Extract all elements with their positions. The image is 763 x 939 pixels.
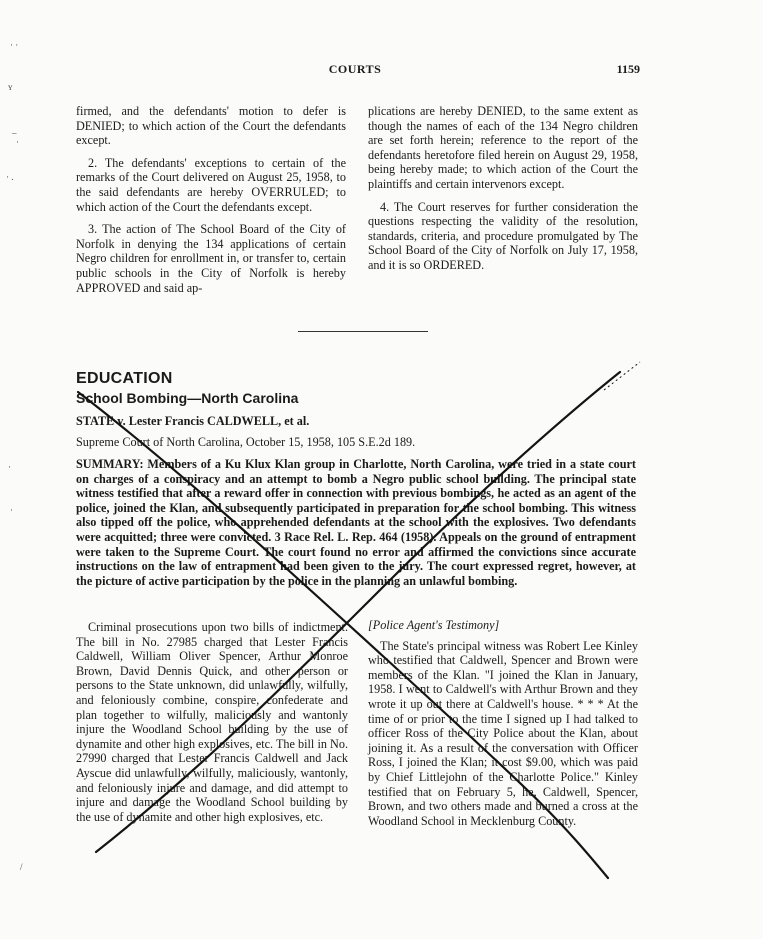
paragraph: 3. The action of The School Board of the City of Norfolk in denying the 134 applications of certain Negro children for enrollment in, or transfer to, certain public schools in the City of Norfolk is hereby APPROVED and said ap- bbox=[76, 222, 346, 295]
education-section bbox=[76, 370, 636, 588]
top-left-column bbox=[76, 104, 346, 303]
running-header-title: COURTS bbox=[328, 62, 382, 76]
bottom-left-column bbox=[76, 620, 348, 832]
section-subtitle: School Bombing—North Carolina bbox=[76, 390, 299, 406]
case-summary: SUMMARY: Members of a Ku Klux Klan group in Charlotte, North Carolina, were tried in a state court on charges of a conspiracy and an attempt to bomb a Negro public school building. The principal state witness testified that after a reward offer in connection with previous bombings, he acted as an agent of the police, joined the Klan, and subsequently participated in preparation for the school bombing. This witness also tipped off the police, who apprehended defendants at the school with the explosives. Two defendants were acquitted; three were convicted. 3 Race Rel. L. Rep. 464 (1958). Appeals on the ground of entrapment were taken to the Supreme Court. The court found no error and affirmed the convictions since accurate instructions on the law of entrapment had been given to the jury. The court expressed regret, however, at the picture of active participation by the police in the planning an unlawful bombing. bbox=[76, 457, 636, 588]
paragraph: firmed, and the defendants' motion to defer is DENIED; to which action of the Court the defendants except. bbox=[76, 104, 346, 148]
paragraph: Criminal prosecutions upon two bills of indictment. The bill in No. 27985 charged that Lester Francis Caldwell, William Oliver Spencer, Arthur Monroe Brown, David Dennis Quick, and other person or persons to the State unknown, did unlawfully, wilfully, and feloniously combine, conspire, confederate and plan together to wilfully, maliciously and wantonly injure the Woodland School building by the use of dynamite and other high explosives, etc. The bill in No. 27990 charged that Lester Francis Caldwell and Jack Ayscue did unlawfully, wilfully, maliciously, wantonly, and feloniously injure and damage, and did attempt to injure and damage the Woodland School building by the use of dynamite and other high explosives, etc. bbox=[76, 620, 348, 824]
top-right-column bbox=[368, 104, 638, 281]
subsection-heading: [Police Agent's Testimony] bbox=[368, 618, 500, 632]
case-name: STATE v. Lester Francis CALDWELL, et al. bbox=[76, 414, 310, 428]
section-divider bbox=[298, 331, 428, 332]
section-title: EDUCATION bbox=[76, 370, 173, 387]
paragraph: plications are hereby DENIED, to the same extent as though the names of each of the 134 Negro children are set forth herein; reference to the report of the defendants heretofore filed herein on August 29, 1958, being hereby made; to which action of the Court the plaintiffs and certain intervenors except. bbox=[368, 104, 638, 191]
page-number: 1159 bbox=[616, 62, 640, 76]
court-citation: Supreme Court of North Carolina, October 15, 1958, 105 S.E.2d 189. bbox=[76, 435, 416, 449]
margin-scan-marks: · · ʏ – · · . · · / bbox=[6, 40, 23, 872]
bottom-right-column bbox=[368, 618, 638, 836]
paragraph: 2. The defendants' exceptions to certain of the remarks of the Court delivered on August 25, 1958, to the said defendants are hereby OVERRULED; to which action of the Court the defendants except. bbox=[76, 155, 346, 214]
paragraph: The State's principal witness was Robert Lee Kinley who testified that Caldwell, Spencer and Brown were members of the Klan. "I joined the Klan in January, 1958. I went to Caldwell's with Arthur Brown and they wrote it up out there at Caldwell's house. * * * At the time of or prior to the time I signed up I had talked to officer Ross of the City Police about the Klan, about joining it. As a result of the conversation with Officer Ross, I joined the Klan; it cost $9.00, which was paid by Chief Littlejohn of the Charlotte Police." Kinley testified that on February 5, he, Caldwell, Spencer, Brown, and two others made and burned a cross at the Woodland School in Mecklenburg County. bbox=[368, 638, 638, 828]
paragraph: 4. The Court reserves for further consideration the questions respecting the validity of the resolution, standards, criteria, and procedure promulgated by The School Board of the City of Norfolk on July 17, 1958, and it is so ORDERED. bbox=[368, 199, 638, 272]
